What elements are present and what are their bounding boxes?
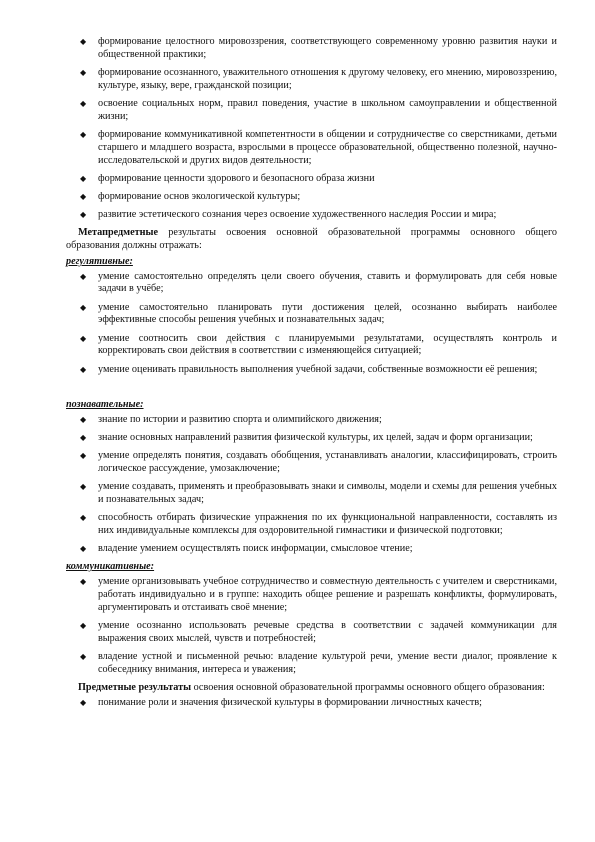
list-item <box>66 36 557 62</box>
list-item <box>66 191 557 204</box>
diamond-bullet-icon: ◆ <box>80 698 87 708</box>
subject-lead: Предметные результаты <box>78 681 192 693</box>
list-item <box>66 543 557 556</box>
list-item <box>66 414 557 427</box>
list-item <box>66 364 557 377</box>
list-item-text: умение создавать, применять и преобразовывать знаки и символы, модели и схемы для решения учебных и познавательных задач; <box>98 480 557 505</box>
regulatory-list <box>66 271 557 377</box>
list-item <box>66 697 557 710</box>
diamond-bullet-icon: ◆ <box>80 37 87 46</box>
list-item <box>66 98 557 124</box>
communicative-heading: коммуникативные: <box>66 561 155 573</box>
cognitive-heading: познавательные: <box>66 398 144 410</box>
diamond-bullet-icon: ◆ <box>80 432 87 442</box>
list-item-text: способность отбирать физические упражнения по их функциональной направленности, составлять из них индивидуальные комплексы для оздоровительной гимнастики и физической подготовки; <box>98 511 557 536</box>
diamond-bullet-icon: ◆ <box>80 414 87 424</box>
diamond-bullet-icon: ◆ <box>80 67 87 77</box>
regulatory-heading: регулятивные: <box>66 255 133 267</box>
cognitive-list <box>66 414 557 556</box>
list-item <box>66 432 557 445</box>
diamond-bullet-icon: ◆ <box>80 210 87 220</box>
diamond-bullet-icon: ◆ <box>80 451 87 460</box>
list-item-text: владение умением осуществлять поиск информации, смысловое чтение; <box>98 542 413 554</box>
list-item <box>66 173 557 186</box>
list-item-text: умение соотносить свои действия с планируемыми результатами, осуществлять контроль и корректировать свои действия в соответствии с изменяющейся ситуацией; <box>98 332 557 357</box>
personal-results-list <box>66 36 557 222</box>
diamond-bullet-icon: ◆ <box>80 302 87 312</box>
diamond-bullet-icon: ◆ <box>80 620 87 630</box>
subject-text: освоения основной образовательной программы основного общего образования: <box>191 681 545 693</box>
list-item <box>66 450 557 476</box>
diamond-bullet-icon: ◆ <box>80 129 87 139</box>
section-gap <box>66 382 557 399</box>
list-item-text: умение организовывать учебное сотрудничество и совместную деятельность с учителем и сверстниками, работать индивидуально и в группе: находить общее решение и разрешать конфликты, формулировать, аргументировать и отстаивать своё мнение; <box>98 575 557 613</box>
list-item-text: умение самостоятельно планировать пути достижения целей, осознанно выбирать наиболее эффективные способы решения учебных и познавательных задач; <box>98 301 557 326</box>
page-content <box>66 36 557 716</box>
list-item-text: освоение социальных норм, правил поведения, участие в школьном самоуправлении и общественной жизни; <box>98 97 557 122</box>
list-item-text: формирование основ экологической культуры; <box>98 190 301 202</box>
list-item <box>66 67 557 93</box>
list-item-text: умение определять понятия, создавать обобщения, устанавливать аналогии, классифицировать, строить логическое рассуждение, умозаключение; <box>98 450 557 474</box>
list-item <box>66 333 557 359</box>
list-item <box>66 512 557 538</box>
list-item <box>66 651 557 677</box>
list-item <box>66 302 557 328</box>
metasubject-paragraph <box>66 227 557 253</box>
list-item-text: знание по истории и развитию спорта и олимпийского движения; <box>98 413 382 425</box>
list-item-text: понимание роли и значения физической культуры в формировании личностных качеств; <box>98 697 482 709</box>
list-item <box>66 209 557 222</box>
list-item <box>66 481 557 507</box>
subject-paragraph <box>66 682 557 695</box>
diamond-bullet-icon: ◆ <box>80 543 87 553</box>
list-item-text: умение осознанно использовать речевые средства в соответствии с задачей коммуникации для выражения своих мыслей, чувств и потребностей; <box>98 619 557 644</box>
diamond-bullet-icon: ◆ <box>80 364 87 374</box>
list-item-text: умение оценивать правильность выполнения учебной задачи, собственные возможности её решения; <box>98 363 538 375</box>
list-item-text: владение устной и письменной речью: владение культурой речи, умение вести диалог, проявление к собеседнику внимания, интереса и уважения; <box>98 650 557 675</box>
list-item <box>66 576 557 614</box>
list-item-text: развитие эстетического сознания через освоение художественного наследия России и мира; <box>98 209 497 221</box>
list-item <box>66 271 557 297</box>
list-item-text: формирование осознанного, уважительного отношения к другому человеку, его мнению, мировоззрению, культуре, языку, вере, гражданской позиции; <box>98 66 557 91</box>
diamond-bullet-icon: ◆ <box>80 512 87 522</box>
list-item-text: умение самостоятельно определять цели своего обучения, ставить и формулировать для себя новые задачи в учёбе; <box>98 270 557 295</box>
diamond-bullet-icon: ◆ <box>80 191 87 201</box>
metasubject-text: результаты освоения основной образовательной программы основного общего образования должны отражать: <box>66 227 557 252</box>
diamond-bullet-icon: ◆ <box>80 576 87 586</box>
diamond-bullet-icon: ◆ <box>80 98 87 108</box>
list-item-text: знание основных направлений развития физической культуры, их целей, задач и форм организации; <box>98 431 533 443</box>
diamond-bullet-icon: ◆ <box>80 271 87 281</box>
diamond-bullet-icon: ◆ <box>80 651 87 661</box>
list-item-text: формирование ценности здорового и безопасного образа жизни <box>98 172 375 184</box>
list-item <box>66 129 557 167</box>
list-item-text: формирование коммуникативной компетентности в общении и сотрудничестве со сверстниками, детьми старшего и младшего возраста, взрослыми в процессе образовательной, общественно полезной, научно-исследовательской и других видов деятельности; <box>98 128 557 166</box>
subject-results-list <box>66 697 557 710</box>
metasubject-lead: Метапредметные <box>78 227 158 239</box>
communicative-list <box>66 576 557 676</box>
list-item-text: формирование целостного мировоззрения, соответствующего современному уровню развития науки и общественной практики; <box>98 36 557 60</box>
diamond-bullet-icon: ◆ <box>80 173 87 183</box>
diamond-bullet-icon: ◆ <box>80 333 87 343</box>
list-item <box>66 620 557 646</box>
diamond-bullet-icon: ◆ <box>80 481 87 491</box>
